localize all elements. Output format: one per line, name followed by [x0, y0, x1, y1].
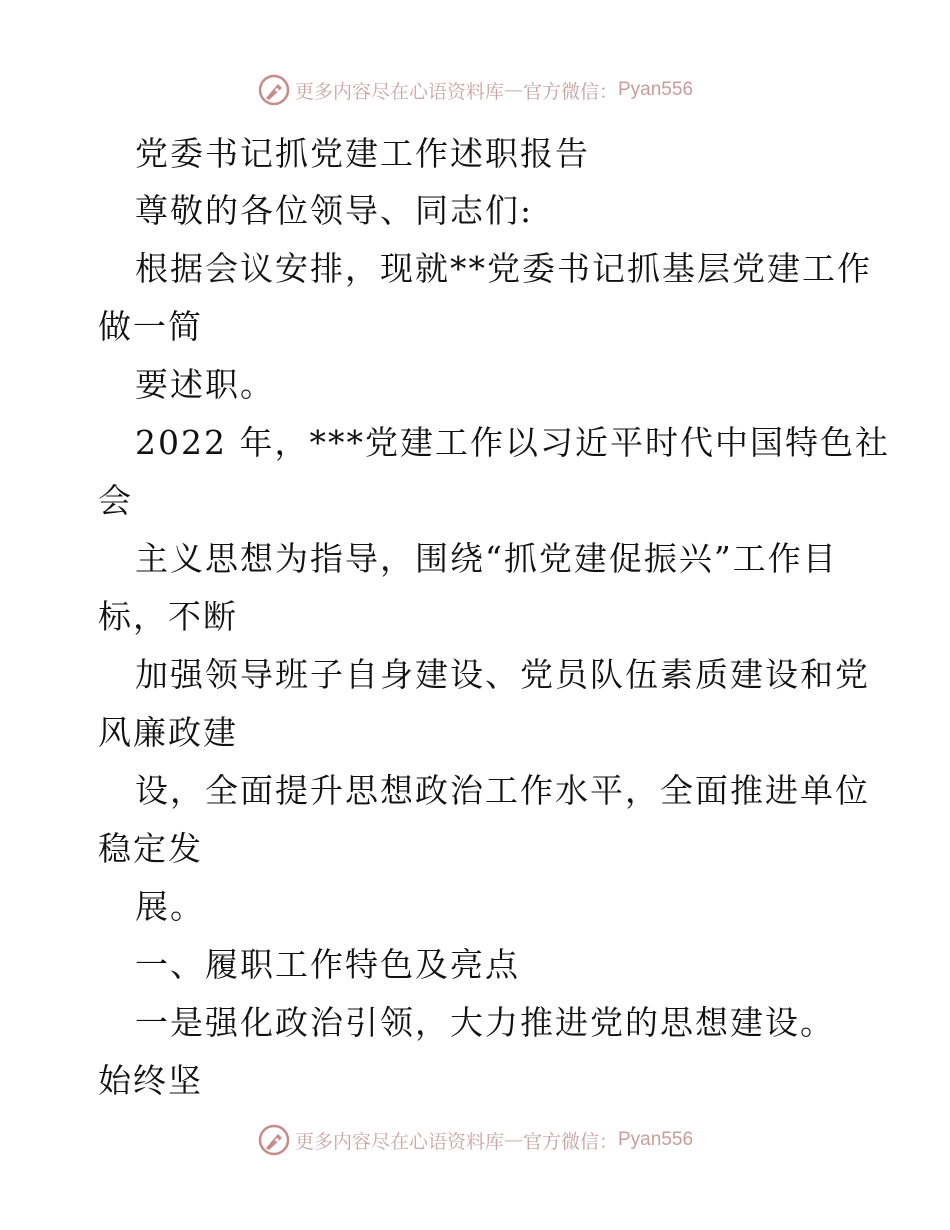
- document-line: 根据会议安排，现就**党委书记抓基层党建工作: [135, 249, 872, 288]
- watermark-separator: —: [503, 1129, 523, 1151]
- document-line: 设，全面提升思想政治工作水平，全面推进单位: [135, 771, 870, 810]
- watermark-separator: —: [503, 79, 523, 101]
- watermark-site-text: 更多内容尽在心语资料库: [294, 80, 504, 103]
- header-watermark: [0, 70, 950, 110]
- document-title: 党委书记抓党建工作述职报告: [135, 134, 590, 173]
- watermark-wechat-id: Pyan556: [618, 79, 694, 100]
- document-line: 加强领导班子自身建设、党员队伍素质建设和党: [135, 655, 870, 694]
- watermark-wechat-label: 官方微信：: [522, 80, 618, 103]
- document-line: 2022 年，***党建工作以习近平时代中国特色社: [135, 423, 890, 462]
- document-line: 会: [98, 481, 133, 520]
- document-line: 一是强化政治引领，大力推进党的思想建设。: [135, 1003, 835, 1042]
- footer-watermark: [0, 1120, 950, 1160]
- document-greeting: 尊敬的各位领导、同志们:: [135, 191, 534, 230]
- document-line: 标，不断: [98, 597, 238, 636]
- document-line: 主义思想为指导，围绕“抓党建促振兴”工作目: [135, 539, 838, 578]
- document-line: 展。: [135, 887, 205, 926]
- document-line: 风廉政建: [98, 713, 238, 752]
- watermark-wechat-id: Pyan556: [618, 1129, 694, 1150]
- watermark-wechat-label: 官方微信：: [522, 1130, 618, 1153]
- document-line: 做一简: [98, 307, 203, 346]
- document-line: 始终坚: [98, 1061, 203, 1100]
- pen-nib-circle-icon: [257, 73, 291, 107]
- document-line: 要述职。: [135, 365, 275, 404]
- pen-nib-circle-icon: [257, 1123, 291, 1157]
- watermark-site-text: 更多内容尽在心语资料库: [294, 1130, 504, 1153]
- document-line: 稳定发: [98, 829, 203, 868]
- section-heading: 一、履职工作特色及亮点: [135, 945, 520, 984]
